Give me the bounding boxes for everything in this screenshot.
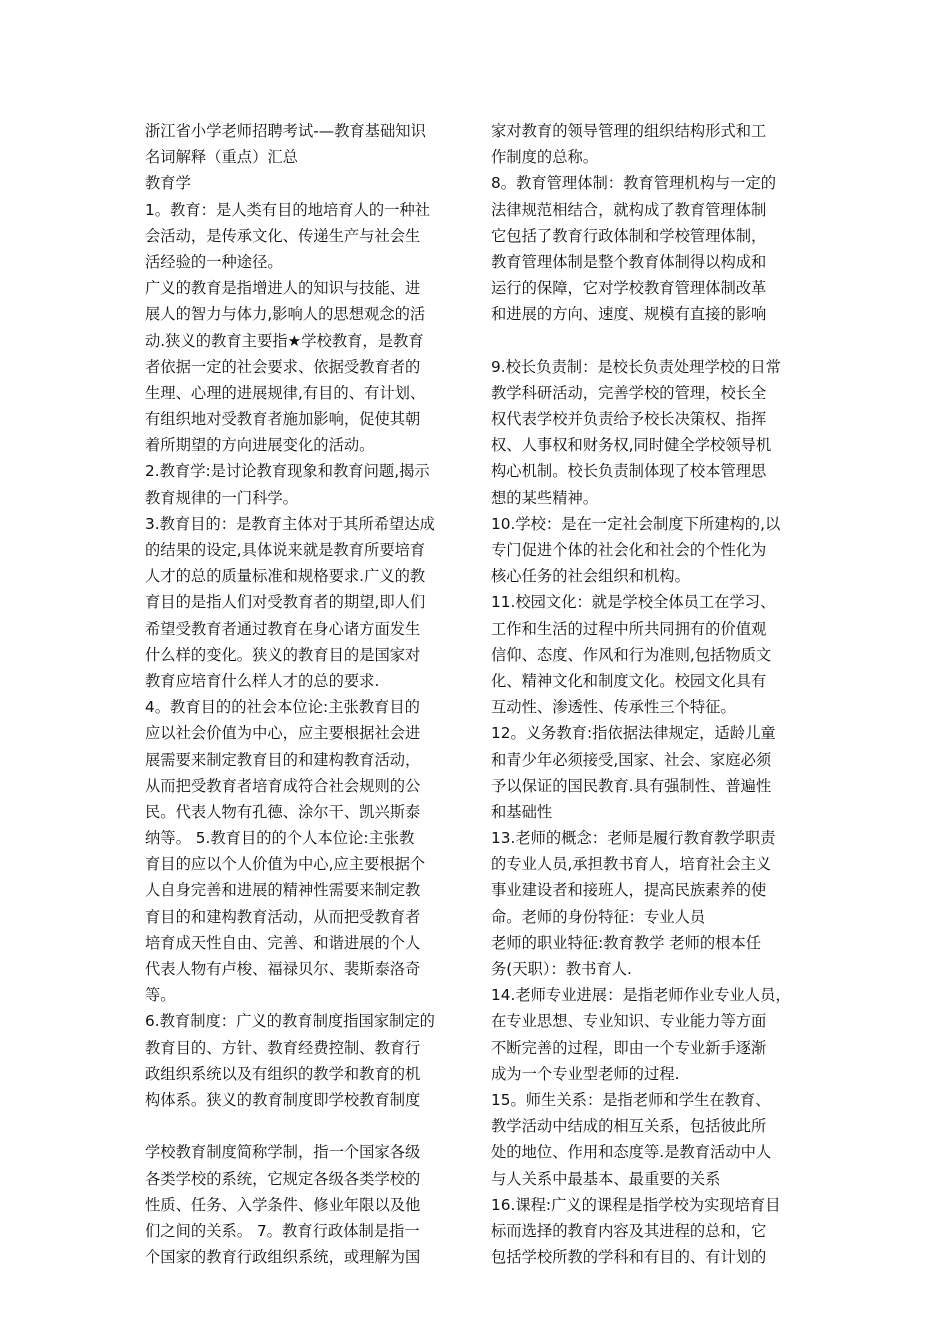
text-line: 标而选择的教育内容及其进程的总和，它 [491,1221,767,1240]
text-line: 教学活动中结成的相互关系，包括彼此所 [491,1117,767,1136]
text-line: 化、精神文化和制度文化。校园文化具有 [491,671,767,690]
text-line: 14.老师专业进展：是指老师作业专业人员， [491,986,791,1005]
text-line: 成为一个专业型老师的过程. [491,1064,680,1083]
text-line: 教育学 [145,174,191,193]
text-line: 等。 [145,986,176,1005]
text-line: 从而把受教育者培育成符合社会规则的公 [145,776,421,795]
text-line: 6.教育制度：广义的教育制度指国家制定的 [145,1012,435,1031]
text-line: 在专业思想、专业知识、专业能力等方面 [491,1012,767,1031]
text-line: 纳等。 5.教育目的的个人本位论:主张教 [145,829,415,848]
text-line: 13.老师的概念：老师是履行教育教学职责 [491,829,776,848]
text-line: 15。师生关系：是指老师和学生在教育、 [491,1090,771,1109]
text-line: 事业建设者和接班人，提高民族素养的使 [491,881,767,900]
text-line: 8。教育管理体制：教育管理机构与一定的 [491,174,777,193]
text-line: 4。教育目的的社会本位论:主张教育目的 [145,698,420,717]
text-line: 作制度的总称。 [491,148,599,167]
text-line: 与人关系中最基本、最重要的关系 [491,1169,721,1188]
text-line: 浙江省小学老师招聘考试-—教育基础知识 [145,122,426,140]
text-line: 16.课程:广义的课程是指学校为实现培育目 [491,1195,781,1214]
text-line: 1。教育：是人类有目的地培育人的一种社 [145,200,431,219]
text-line: 不断完善的过程，即由一个专业新手逐渐 [491,1038,767,1057]
text-line: 家对教育的领导管理的组织结构形式和工 [491,122,767,140]
left-text-column [145,118,467,1270]
text-line: 12。义务教育:指依据法律规定，适龄儿童 [491,724,776,743]
text-line: 应以社会价值为中心，应主要根据社会进 [145,724,421,743]
text-line: 9.校长负责制：是校长负责处理学校的日常 [491,357,781,376]
text-line: 它包括了教育行政体制和学校管理体制， [491,226,767,245]
text-line: 构心机制。校长负责制体现了校本管理思 [491,462,767,481]
text-line: 希望受教育者通过教育在身心诸方面发生 [145,619,421,638]
text-line: 有组织地对受教育者施加影响，促使其朝 [145,410,421,429]
text-line: 育目的应以个人价值为中心,应主要根据个 [145,855,426,874]
text-line: 教育管理体制是整个教育体制得以构成和 [491,252,767,271]
text-line: 什么样的变化。狭义的教育目的是国家对 [145,645,421,664]
text-line: 的专业人员,承担教书育人，培育社会主义 [491,855,772,874]
text-line: 培育成天性自由、完善、和谐进展的个人 [145,933,421,952]
text-line: 和进展的方向、速度、规模有直接的影响 [491,305,767,324]
text-line: 法律规范相结合，就构成了教育管理体制 [491,200,767,219]
text-line: 代表人物有卢梭、福禄贝尔、裴斯泰洛奇 [145,960,421,978]
text-line: 包括学校所教的学科和有目的、有计划的 [491,1248,767,1267]
text-line: 信仰、态度、作风和行为准则,包括物质文 [491,645,772,664]
right-text-column [491,118,813,1270]
text-line: 命。老师的身份特征：专业人员 [491,907,706,926]
text-line: 权代表学校并负责给予校长决策权、指挥 [491,410,767,429]
text-line: 务(天职）：教书育人. [491,960,632,978]
text-line: 们之间的关系。 7。教育行政体制是指一 [145,1221,420,1240]
text-line: 生理、心理的进展规律,有目的、有计划、 [145,383,426,402]
text-line: 和青少年必须接受,国家、社会、家庭必须 [491,750,772,769]
text-line: 各类学校的系统，它规定各级各类学校的 [145,1169,421,1188]
blank-line [145,1113,467,1139]
text-line: 性质、任务、入学条件、修业年限以及他 [145,1195,421,1214]
text-line: 会活动，是传承文化、传递生产与社会生 [145,226,421,245]
text-line: 教育规律的一门科学。 [145,488,298,507]
blank-line [491,328,813,354]
text-line: 核心任务的社会组织和机构。 [491,567,690,586]
text-line: 者依据一定的社会要求、依据受教育者的 [145,357,421,376]
text-line: 育目的和建构教育活动，从而把受教育者 [145,907,421,926]
text-line: 权、人事权和财务权,同时健全学校领导机 [491,436,772,455]
text-line: 3.教育目的：是教育主体对于其所希望达成 [145,514,435,533]
text-line: 动.狭义的教育主要指★学校教育，是教育 [145,331,424,350]
text-line: 展需要来制定教育目的和建构教育活动， [145,750,421,769]
text-line: 活经验的一种途径。 [145,252,283,271]
text-line: 人自身完善和进展的精神性需要来制定教 [145,881,421,900]
text-line: 专门促进个体的社会化和社会的个性化为 [491,541,767,559]
text-line: 人才的总的质量标准和规格要求.广义的教 [145,567,426,586]
text-line: 10.学校：是在一定社会制度下所建构的,以 [491,514,781,533]
text-line: 处的地位、作用和态度等.是教育活动中人 [491,1143,772,1162]
text-line: 育目的是指人们对受教育者的期望,即人们 [145,593,426,612]
text-line: 的结果的设定,具体说来就是教育所要培育 [145,541,426,559]
text-line: 着所期望的方向进展变化的活动。 [145,436,375,455]
text-line: 想的某些精神。 [491,488,599,507]
text-line: 互动性、渗透性、传承性三个特征。 [491,698,736,717]
text-line: 予以保证的国民教育.具有强制性、普遍性 [491,776,772,795]
text-line: 和基础性 [491,802,553,821]
text-line: 教育目的、方针、教育经费控制、教育行 [145,1038,421,1057]
text-line: 工作和生活的过程中所共同拥有的价值观 [491,619,767,638]
text-line: 运行的保障，它对学校教育管理体制改革 [491,279,767,298]
text-line: 老师的职业特征:教育教学 老师的根本任 [491,933,762,952]
text-line: 教育应培育什么样人才的总的要求. [145,671,380,690]
text-line: 2.教育学:是讨论教育现象和教育问题,揭示 [145,462,430,481]
text-line: 个国家的教育行政组织系统，或理解为国 [145,1248,421,1267]
text-line: 名词解释（重点）汇总 [145,148,298,167]
text-line: 民。代表人物有孔德、涂尔干、凯兴斯泰 [145,802,421,821]
text-line: 构体系。狭义的教育制度即学校教育制度 [145,1090,421,1109]
text-line: 政组织系统以及有组织的教学和教育的机 [145,1064,421,1083]
text-line: 广义的教育是指增进人的知识与技能、进 [145,279,421,298]
text-line: 教学科研活动，完善学校的管理，校长全 [491,383,767,402]
text-line: 学校教育制度简称学制，指一个国家各级 [145,1143,421,1162]
text-line: 11.校园文化：就是学校全体员工在学习、 [491,593,776,612]
text-line: 展人的智力与体力,影响人的思想观念的活 [145,305,426,324]
